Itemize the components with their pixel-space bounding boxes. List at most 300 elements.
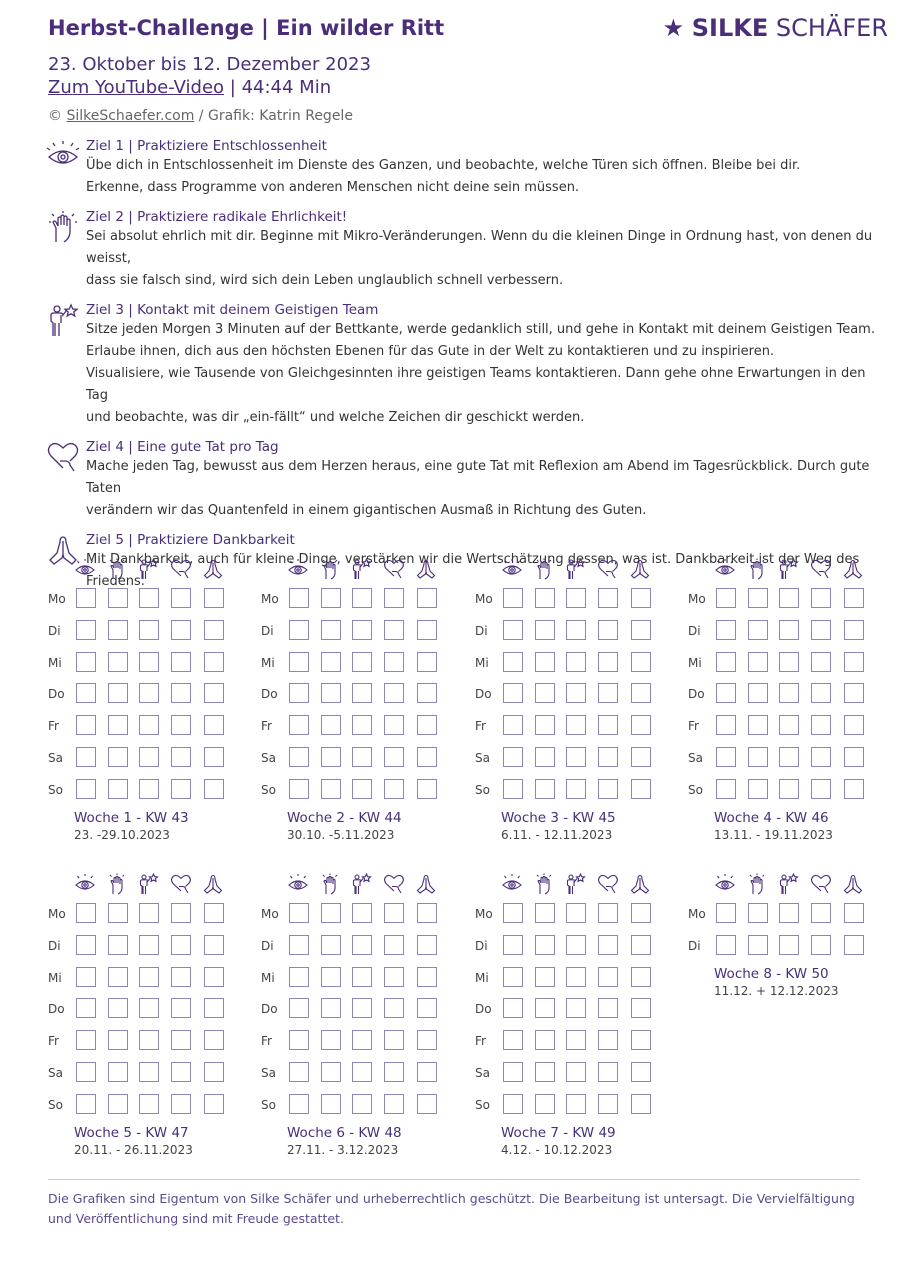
goal-checkbox[interactable] bbox=[139, 715, 159, 735]
goal-checkbox[interactable] bbox=[748, 747, 768, 767]
goal-checkbox[interactable] bbox=[204, 1094, 224, 1114]
goal-checkbox[interactable] bbox=[108, 652, 128, 672]
goal-checkbox[interactable] bbox=[417, 1094, 437, 1114]
goal-checkbox[interactable] bbox=[417, 779, 437, 799]
goal-checkbox[interactable] bbox=[384, 747, 404, 767]
goal-checkbox[interactable] bbox=[535, 903, 555, 923]
goal-icons-row bbox=[714, 558, 870, 582]
goal-checkbox[interactable] bbox=[503, 1094, 523, 1114]
goal-checkbox[interactable] bbox=[811, 683, 831, 703]
day-label: Fr bbox=[261, 1034, 272, 1049]
goal-checkbox[interactable] bbox=[535, 935, 555, 955]
goal-checkbox[interactable] bbox=[779, 935, 799, 955]
goal-checkbox[interactable] bbox=[289, 588, 309, 608]
goal-checkbox[interactable] bbox=[631, 652, 651, 672]
goal-checkbox[interactable] bbox=[321, 747, 341, 767]
goal-checkbox[interactable] bbox=[535, 967, 555, 987]
goal-checkbox[interactable] bbox=[598, 903, 618, 923]
goal-checkbox[interactable] bbox=[844, 747, 864, 767]
goal-checkbox[interactable] bbox=[535, 715, 555, 735]
goal-checkbox[interactable] bbox=[321, 652, 341, 672]
goal-title: Ziel 1 | Praktiziere Entschlossenheit bbox=[86, 138, 327, 154]
day-row bbox=[688, 903, 868, 925]
goal-checkbox[interactable] bbox=[289, 683, 309, 703]
goal-checkbox[interactable] bbox=[535, 683, 555, 703]
goal-checkbox[interactable] bbox=[631, 715, 651, 735]
goal-checkbox[interactable] bbox=[417, 588, 437, 608]
goal-checkbox[interactable] bbox=[598, 588, 618, 608]
goal-checkbox[interactable] bbox=[716, 683, 736, 703]
goal-checkbox[interactable] bbox=[503, 967, 523, 987]
goal-checkbox[interactable] bbox=[811, 620, 831, 640]
goal-checkbox[interactable] bbox=[171, 715, 191, 735]
goal-checkbox[interactable] bbox=[779, 747, 799, 767]
goal-checkbox[interactable] bbox=[108, 1062, 128, 1082]
goal-checkbox[interactable] bbox=[289, 652, 309, 672]
goal-checkbox[interactable] bbox=[631, 1062, 651, 1082]
goal-checkbox[interactable] bbox=[321, 1062, 341, 1082]
goal-checkbox[interactable] bbox=[748, 588, 768, 608]
goal-checkbox[interactable] bbox=[417, 620, 437, 640]
goal-checkbox[interactable] bbox=[352, 967, 372, 987]
day-label: Mi bbox=[475, 655, 489, 670]
goal-checkbox[interactable] bbox=[289, 1062, 309, 1082]
goal-checkbox[interactable] bbox=[566, 935, 586, 955]
goal-checkbox[interactable] bbox=[779, 779, 799, 799]
goal-checkbox[interactable] bbox=[566, 967, 586, 987]
goal-checkbox[interactable] bbox=[204, 779, 224, 799]
day-row bbox=[261, 683, 441, 705]
day-label: Di bbox=[261, 938, 274, 953]
goal-checkbox[interactable] bbox=[566, 903, 586, 923]
goal-checkbox[interactable] bbox=[321, 779, 341, 799]
goal-checkbox[interactable] bbox=[503, 747, 523, 767]
goal-checkbox[interactable] bbox=[566, 1094, 586, 1114]
goal-checkbox[interactable] bbox=[108, 967, 128, 987]
goal-checkbox[interactable] bbox=[811, 935, 831, 955]
goal-checkbox[interactable] bbox=[417, 1062, 437, 1082]
goal-checkbox[interactable] bbox=[204, 715, 224, 735]
goal-checkbox[interactable] bbox=[566, 620, 586, 640]
day-label: Fr bbox=[48, 1034, 59, 1049]
goal-checkbox[interactable] bbox=[811, 588, 831, 608]
goal-checkbox[interactable] bbox=[844, 620, 864, 640]
goal-checkbox[interactable] bbox=[321, 967, 341, 987]
goal-checkbox[interactable] bbox=[171, 1030, 191, 1050]
goal-checkbox[interactable] bbox=[598, 779, 618, 799]
goal-checkbox[interactable] bbox=[631, 1094, 651, 1114]
day-row bbox=[688, 779, 868, 801]
goal-checkbox[interactable] bbox=[204, 683, 224, 703]
goal-checkbox[interactable] bbox=[535, 747, 555, 767]
goal-checkbox[interactable] bbox=[748, 779, 768, 799]
goal-checkbox[interactable] bbox=[76, 588, 96, 608]
goal-checkbox[interactable] bbox=[384, 620, 404, 640]
goal-checkbox[interactable] bbox=[779, 620, 799, 640]
goal-checkbox[interactable] bbox=[631, 779, 651, 799]
goal-checkbox[interactable] bbox=[535, 652, 555, 672]
goal-checkbox[interactable] bbox=[171, 1094, 191, 1114]
goal-checkbox[interactable] bbox=[352, 903, 372, 923]
goal-checkbox[interactable] bbox=[76, 1062, 96, 1082]
raised-hand-icon bbox=[319, 873, 341, 895]
heart-hand-icon bbox=[383, 873, 405, 895]
goal-checkbox[interactable] bbox=[811, 747, 831, 767]
goal-checkbox[interactable] bbox=[535, 1062, 555, 1082]
goal-checkbox[interactable] bbox=[171, 683, 191, 703]
goal-checkbox[interactable] bbox=[748, 652, 768, 672]
raised-hand-icon bbox=[319, 558, 341, 580]
week-title: Woche 6 - KW 48 bbox=[287, 1124, 402, 1141]
goal-checkbox[interactable] bbox=[76, 1030, 96, 1050]
brand-last-name: SCHÄFER bbox=[775, 14, 888, 42]
goal-checkbox[interactable] bbox=[811, 715, 831, 735]
goal-checkbox[interactable] bbox=[352, 998, 372, 1018]
goal-checkbox[interactable] bbox=[844, 903, 864, 923]
goal-checkbox[interactable] bbox=[139, 652, 159, 672]
goal-checkbox[interactable] bbox=[139, 620, 159, 640]
footer-divider bbox=[48, 1179, 860, 1180]
website-link[interactable]: SilkeSchaefer.com bbox=[66, 108, 195, 124]
goal-checkbox[interactable] bbox=[503, 1030, 523, 1050]
day-label: So bbox=[475, 782, 490, 797]
goal-checkbox[interactable] bbox=[811, 903, 831, 923]
goal-checkbox[interactable] bbox=[352, 935, 372, 955]
goal-checkbox[interactable] bbox=[384, 998, 404, 1018]
heart-hand-icon bbox=[810, 873, 832, 895]
goal-checkbox[interactable] bbox=[321, 998, 341, 1018]
goal-checkbox[interactable] bbox=[535, 779, 555, 799]
goal-checkbox[interactable] bbox=[598, 998, 618, 1018]
day-label: Sa bbox=[475, 1066, 490, 1080]
goal-checkbox[interactable] bbox=[384, 588, 404, 608]
goal-checkbox[interactable] bbox=[566, 715, 586, 735]
goal-checkbox[interactable] bbox=[204, 588, 224, 608]
goal-checkbox[interactable] bbox=[384, 715, 404, 735]
goal-checkbox[interactable] bbox=[598, 747, 618, 767]
youtube-video-link[interactable]: Zum YouTube-Video bbox=[48, 77, 225, 98]
goal-checkbox[interactable] bbox=[108, 747, 128, 767]
goal-checkbox[interactable] bbox=[503, 779, 523, 799]
goal-checkbox[interactable] bbox=[631, 588, 651, 608]
goal-checkbox[interactable] bbox=[108, 1094, 128, 1114]
goal-checkbox[interactable] bbox=[417, 652, 437, 672]
goal-checkbox[interactable] bbox=[139, 903, 159, 923]
goal-checkbox[interactable] bbox=[566, 683, 586, 703]
goal-checkbox[interactable] bbox=[631, 620, 651, 640]
goal-checkbox[interactable] bbox=[321, 715, 341, 735]
goal-checkbox[interactable] bbox=[289, 747, 309, 767]
goal-checkbox[interactable] bbox=[289, 967, 309, 987]
goal-checkbox[interactable] bbox=[171, 935, 191, 955]
goal-checkbox[interactable] bbox=[503, 683, 523, 703]
goal-checkbox[interactable] bbox=[384, 1030, 404, 1050]
video-duration: | 44:44 Min bbox=[224, 77, 332, 98]
goal-checkbox[interactable] bbox=[631, 747, 651, 767]
goal-checkbox[interactable] bbox=[171, 967, 191, 987]
goal-checkbox[interactable] bbox=[289, 779, 309, 799]
goal-checkbox[interactable] bbox=[779, 715, 799, 735]
goal-checkbox[interactable] bbox=[716, 715, 736, 735]
goal-checkbox[interactable] bbox=[631, 683, 651, 703]
goal-checkbox[interactable] bbox=[598, 652, 618, 672]
goal-checkbox[interactable] bbox=[76, 779, 96, 799]
goal-checkbox[interactable] bbox=[566, 588, 586, 608]
goal-checkbox[interactable] bbox=[503, 935, 523, 955]
goal-checkbox[interactable] bbox=[204, 903, 224, 923]
goal-checkbox[interactable] bbox=[352, 747, 372, 767]
goal-checkbox[interactable] bbox=[748, 683, 768, 703]
goal-checkbox[interactable] bbox=[108, 935, 128, 955]
goal-checkbox[interactable] bbox=[844, 935, 864, 955]
goal-checkbox[interactable] bbox=[631, 935, 651, 955]
goal-checkbox[interactable] bbox=[535, 588, 555, 608]
goal-checkbox[interactable] bbox=[503, 588, 523, 608]
goal-checkbox[interactable] bbox=[76, 935, 96, 955]
goal-checkbox[interactable] bbox=[108, 998, 128, 1018]
goal-checkbox[interactable] bbox=[352, 620, 372, 640]
goal-checkbox[interactable] bbox=[139, 998, 159, 1018]
goal-checkbox[interactable] bbox=[76, 683, 96, 703]
goal-checkbox[interactable] bbox=[321, 620, 341, 640]
goal-checkbox[interactable] bbox=[417, 715, 437, 735]
goal-checkbox[interactable] bbox=[352, 715, 372, 735]
goal-checkbox[interactable] bbox=[139, 747, 159, 767]
goal-checkbox[interactable] bbox=[716, 903, 736, 923]
goal-checkbox[interactable] bbox=[204, 747, 224, 767]
goal-checkbox[interactable] bbox=[139, 967, 159, 987]
goal-checkbox[interactable] bbox=[204, 620, 224, 640]
goal-checkbox[interactable] bbox=[417, 998, 437, 1018]
goal-checkbox[interactable] bbox=[716, 935, 736, 955]
goal-checkbox[interactable] bbox=[76, 715, 96, 735]
goal-icons-row bbox=[74, 873, 230, 897]
goal-checkbox[interactable] bbox=[352, 1062, 372, 1082]
goal-checkbox[interactable] bbox=[384, 1062, 404, 1082]
goal-checkbox[interactable] bbox=[289, 620, 309, 640]
goal-4 bbox=[46, 438, 886, 522]
goal-checkbox[interactable] bbox=[566, 998, 586, 1018]
goal-checkbox[interactable] bbox=[108, 715, 128, 735]
goal-checkbox[interactable] bbox=[417, 935, 437, 955]
goal-checkbox[interactable] bbox=[108, 779, 128, 799]
goal-checkbox[interactable] bbox=[716, 588, 736, 608]
day-row bbox=[261, 903, 441, 925]
goal-checkbox[interactable] bbox=[76, 747, 96, 767]
goal-checkbox[interactable] bbox=[352, 588, 372, 608]
goal-checkbox[interactable] bbox=[204, 1062, 224, 1082]
goal-checkbox[interactable] bbox=[171, 747, 191, 767]
goal-checkbox[interactable] bbox=[139, 935, 159, 955]
goal-checkbox[interactable] bbox=[76, 652, 96, 672]
goal-checkbox[interactable] bbox=[139, 1062, 159, 1082]
heart-hand-icon bbox=[597, 873, 619, 895]
goal-checkbox[interactable] bbox=[598, 1094, 618, 1114]
goal-checkbox[interactable] bbox=[566, 1062, 586, 1082]
goal-checkbox[interactable] bbox=[384, 935, 404, 955]
heart-hand-icon bbox=[597, 558, 619, 580]
goal-checkbox[interactable] bbox=[535, 1030, 555, 1050]
goal-checkbox[interactable] bbox=[566, 779, 586, 799]
goal-checkbox[interactable] bbox=[321, 1094, 341, 1114]
goal-checkbox[interactable] bbox=[139, 683, 159, 703]
goal-checkbox[interactable] bbox=[139, 588, 159, 608]
goal-checkbox[interactable] bbox=[76, 1094, 96, 1114]
day-label: Do bbox=[475, 1002, 492, 1017]
goal-checkbox[interactable] bbox=[289, 715, 309, 735]
goal-checkbox[interactable] bbox=[76, 998, 96, 1018]
goal-checkbox[interactable] bbox=[289, 935, 309, 955]
goal-checkbox[interactable] bbox=[748, 903, 768, 923]
goal-checkbox[interactable] bbox=[598, 935, 618, 955]
goal-checkbox[interactable] bbox=[289, 998, 309, 1018]
goal-checkbox[interactable] bbox=[204, 652, 224, 672]
goal-checkbox[interactable] bbox=[811, 779, 831, 799]
goal-checkbox[interactable] bbox=[171, 998, 191, 1018]
goal-checkbox[interactable] bbox=[321, 588, 341, 608]
goal-checkbox[interactable] bbox=[844, 683, 864, 703]
goal-checkbox[interactable] bbox=[171, 1062, 191, 1082]
goal-checkbox[interactable] bbox=[631, 1030, 651, 1050]
goal-checkbox[interactable] bbox=[779, 683, 799, 703]
goal-checkbox[interactable] bbox=[779, 652, 799, 672]
goal-checkbox[interactable] bbox=[535, 620, 555, 640]
goal-checkbox[interactable] bbox=[779, 588, 799, 608]
goal-checkbox[interactable] bbox=[811, 652, 831, 672]
goal-checkbox[interactable] bbox=[321, 1030, 341, 1050]
goal-checkbox[interactable] bbox=[779, 903, 799, 923]
day-row bbox=[48, 620, 228, 642]
goal-checkbox[interactable] bbox=[108, 683, 128, 703]
goal-checkbox[interactable] bbox=[108, 903, 128, 923]
goal-checkbox[interactable] bbox=[352, 683, 372, 703]
goal-checkbox[interactable] bbox=[598, 967, 618, 987]
goal-checkbox[interactable] bbox=[748, 715, 768, 735]
goal-checkbox[interactable] bbox=[384, 683, 404, 703]
goal-checkbox[interactable] bbox=[289, 1094, 309, 1114]
goal-checkbox[interactable] bbox=[598, 1062, 618, 1082]
day-row bbox=[48, 588, 228, 610]
goal-checkbox[interactable] bbox=[321, 935, 341, 955]
goal-checkbox[interactable] bbox=[503, 998, 523, 1018]
goal-checkbox[interactable] bbox=[352, 779, 372, 799]
goal-checkbox[interactable] bbox=[748, 620, 768, 640]
goal-checkbox[interactable] bbox=[171, 620, 191, 640]
day-label: Sa bbox=[261, 1066, 276, 1080]
goal-checkbox[interactable] bbox=[171, 903, 191, 923]
goal-checkbox[interactable] bbox=[503, 652, 523, 672]
goal-checkbox[interactable] bbox=[503, 715, 523, 735]
goal-checkbox[interactable] bbox=[417, 903, 437, 923]
goal-checkbox[interactable] bbox=[76, 903, 96, 923]
goal-checkbox[interactable] bbox=[748, 935, 768, 955]
goal-checkbox[interactable] bbox=[598, 715, 618, 735]
goal-checkbox[interactable] bbox=[139, 1030, 159, 1050]
goal-checkbox[interactable] bbox=[321, 683, 341, 703]
goal-checkbox[interactable] bbox=[76, 620, 96, 640]
goal-checkbox[interactable] bbox=[108, 588, 128, 608]
goal-checkbox[interactable] bbox=[503, 903, 523, 923]
goal-checkbox[interactable] bbox=[417, 747, 437, 767]
praying-hands-icon bbox=[415, 558, 437, 580]
goal-checkbox[interactable] bbox=[844, 588, 864, 608]
goal-checkbox[interactable] bbox=[631, 998, 651, 1018]
goal-checkbox[interactable] bbox=[844, 652, 864, 672]
goal-checkbox[interactable] bbox=[535, 1094, 555, 1114]
goal-checkbox[interactable] bbox=[384, 903, 404, 923]
goal-checkbox[interactable] bbox=[204, 998, 224, 1018]
day-label: Mi bbox=[688, 655, 702, 670]
goal-checkbox[interactable] bbox=[204, 1030, 224, 1050]
goal-checkbox[interactable] bbox=[716, 620, 736, 640]
goal-checkbox[interactable] bbox=[631, 967, 651, 987]
goal-checkbox[interactable] bbox=[566, 747, 586, 767]
raised-hand-icon bbox=[46, 210, 80, 244]
day-label: Mo bbox=[688, 907, 706, 921]
goal-checkbox[interactable] bbox=[204, 935, 224, 955]
goal-checkbox[interactable] bbox=[384, 652, 404, 672]
day-row bbox=[475, 620, 655, 642]
goal-checkbox[interactable] bbox=[598, 1030, 618, 1050]
goal-checkbox[interactable] bbox=[716, 779, 736, 799]
goal-checkbox[interactable] bbox=[76, 967, 96, 987]
eye-icon bbox=[714, 558, 736, 580]
day-label: Sa bbox=[48, 1066, 63, 1080]
goal-checkbox[interactable] bbox=[352, 1030, 372, 1050]
day-label: Mo bbox=[261, 907, 279, 921]
goal-checkbox[interactable] bbox=[139, 1094, 159, 1114]
goal-checkbox[interactable] bbox=[108, 1030, 128, 1050]
goal-checkbox[interactable] bbox=[716, 747, 736, 767]
goal-checkbox[interactable] bbox=[384, 779, 404, 799]
goal-checkbox[interactable] bbox=[598, 620, 618, 640]
goal-checkbox[interactable] bbox=[139, 779, 159, 799]
goal-checkbox[interactable] bbox=[171, 779, 191, 799]
goal-checkbox[interactable] bbox=[321, 903, 341, 923]
goal-checkbox[interactable] bbox=[384, 1094, 404, 1114]
goal-checkbox[interactable] bbox=[171, 652, 191, 672]
goal-checkbox[interactable] bbox=[204, 967, 224, 987]
person-star-icon bbox=[564, 558, 586, 580]
goal-checkbox[interactable] bbox=[384, 967, 404, 987]
goal-checkbox[interactable] bbox=[171, 588, 191, 608]
day-label: So bbox=[475, 1097, 490, 1112]
goal-checkbox[interactable] bbox=[352, 652, 372, 672]
day-row bbox=[688, 683, 868, 705]
eye-icon bbox=[501, 873, 523, 895]
goal-checkbox[interactable] bbox=[352, 1094, 372, 1114]
goal-checkbox[interactable] bbox=[535, 998, 555, 1018]
goal-checkbox[interactable] bbox=[289, 1030, 309, 1050]
goal-checkbox[interactable] bbox=[844, 779, 864, 799]
heart-hand-icon bbox=[46, 440, 80, 474]
goal-checkbox[interactable] bbox=[503, 1062, 523, 1082]
goal-checkbox[interactable] bbox=[631, 903, 651, 923]
goal-checkbox[interactable] bbox=[417, 967, 437, 987]
goal-checkbox[interactable] bbox=[289, 903, 309, 923]
goal-checkbox[interactable] bbox=[417, 683, 437, 703]
goal-checkbox[interactable] bbox=[844, 715, 864, 735]
goal-checkbox[interactable] bbox=[503, 620, 523, 640]
day-label: Mi bbox=[48, 970, 62, 985]
goal-checkbox[interactable] bbox=[716, 652, 736, 672]
goal-checkbox[interactable] bbox=[598, 683, 618, 703]
goal-checkbox[interactable] bbox=[417, 1030, 437, 1050]
day-row bbox=[261, 652, 441, 674]
goal-checkbox[interactable] bbox=[108, 620, 128, 640]
goal-checkbox[interactable] bbox=[566, 1030, 586, 1050]
goal-checkbox[interactable] bbox=[566, 652, 586, 672]
